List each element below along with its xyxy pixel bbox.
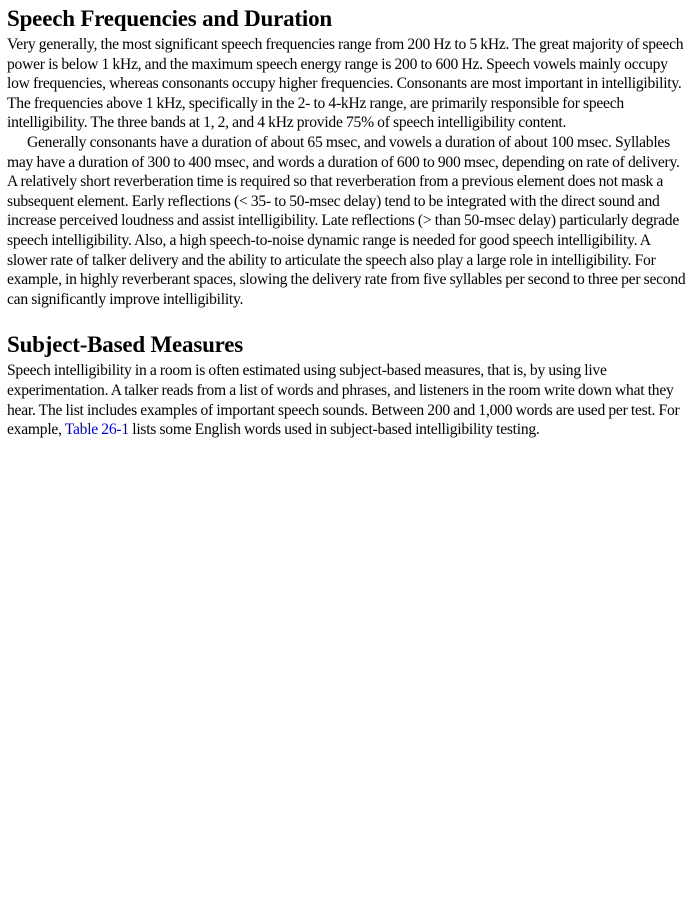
paragraph-subject-based-measures	[7, 361, 691, 439]
paragraph-text-after-link: lists some English words used in subject-based intelligibility testing.	[128, 421, 540, 439]
table-26-1-link[interactable]: Table 26-1	[64, 421, 129, 439]
section-heading-speech-frequencies: Speech Frequencies and Duration	[7, 6, 332, 31]
section-heading-subject-based-measures: Subject-Based Measures	[7, 332, 244, 358]
paragraph-speech-duration: Generally consonants have a duration of about 65 msec, and vowels a duration of about 100 msec. Syllables may have a duration of 300 to 400 msec, and words a duration of 600 to 900 msec, depending on rate of delivery. A relatively short reverberation time is required so that reverberation from a previous element does not mask a subsequent element. Early reflections (< 35- to 50-msec delay) tend to be integrated with the direct sound and increase perceived loudness and assist intelligibility. Late reflections (> than 50-msec delay) particularly degrade speech intelligibility. Also, a high speech-to-noise dynamic range is needed for good speech intelligibility. A slower rate of talker delivery and the ability to articulate the speech also play a large role in intelligibility. For example, in highly reverberant spaces, slowing the delivery rate from five syllables per second to three per second can significantly improve intelligibility.	[7, 133, 686, 308]
paragraph-text-before-link: Speech intelligibility in a room is often estimated using subject-based measures, that is, by using live experimentation. A talker reads from a list of words and phrases, and listeners in the room write down what they hear. The list includes examples of important speech sounds. Between 200 and 1,000 words are used per test. For example,	[7, 362, 680, 439]
paragraph-speech-frequencies: Very generally, the most significant speech frequencies range from 200 Hz to 5 kHz. The great majority of speech power is below 1 kHz, and the maximum speech energy range is 200 to 600 Hz. Speech vowels mainly occupy low frequencies, whereas consonants occupy higher frequencies. Consonants are most important in intelligibility. The frequencies above 1 kHz, specifically in the 2- to 4-kHz range, are primarily responsible for speech intelligibility. The three bands at 1, 2, and 4 kHz provide 75% of speech intelligibility content.	[7, 36, 684, 132]
